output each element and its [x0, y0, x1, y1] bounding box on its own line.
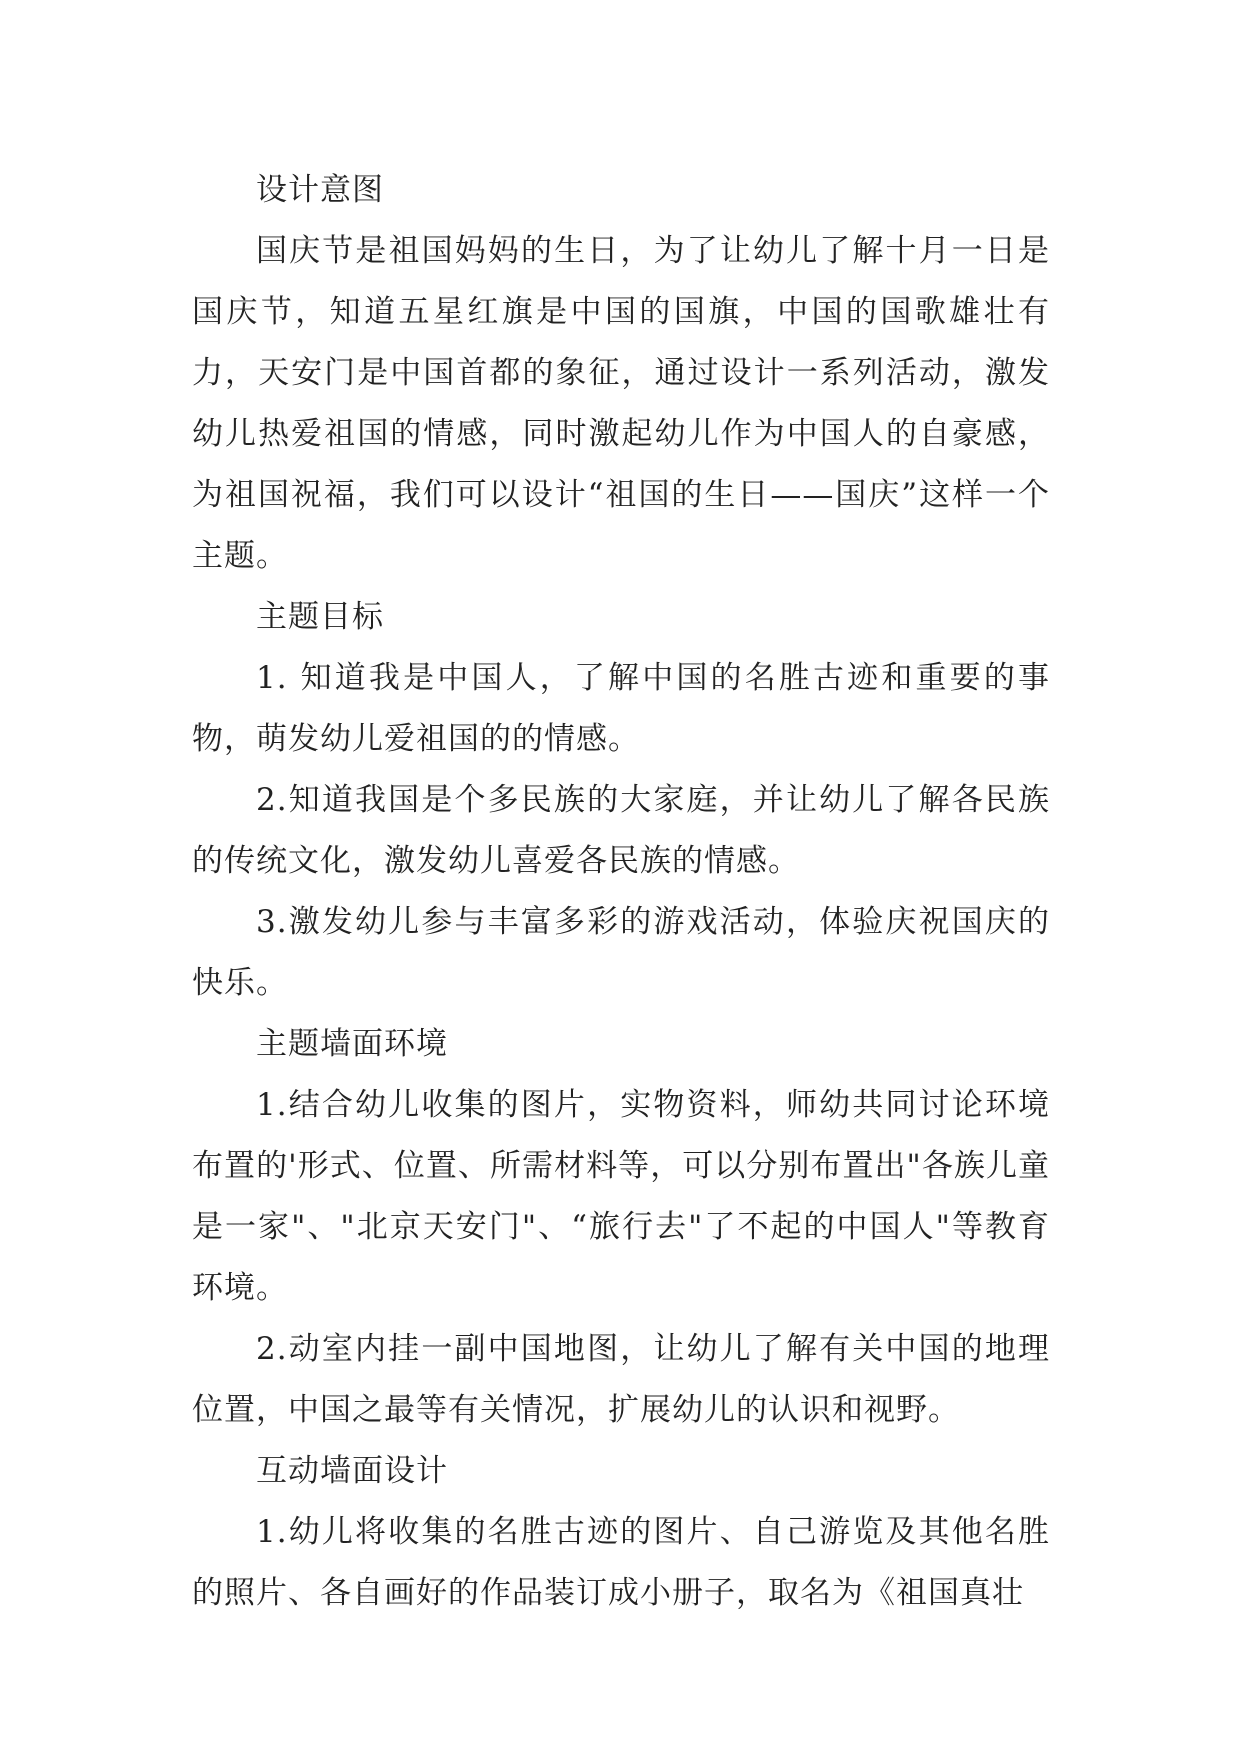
- paragraph-goal-3: 3.激发幼儿参与丰富多彩的游戏活动，体验庆祝国庆的快乐。: [192, 904, 1050, 1001]
- section-heading-theme-goals: 主题目标: [256, 599, 384, 635]
- paragraph-environment-1: 1.结合幼儿收集的图片，实物资料，师幼共同讨论环境布置的'形式、位置、所需材料等，可以分别布置出"各族儿童是一家"、"北京天安门"、“旅行去"了不起的中国人"等教育环境。: [192, 1087, 1050, 1306]
- paragraph-goal-1: 1. 知道我是中国人，了解中国的名胜古迹和重要的事物，萌发幼儿爱祖国的的情感。: [192, 660, 1050, 757]
- section-heading-interactive-wall: 互动墙面设计: [256, 1453, 448, 1489]
- section-heading-design-intent: 设计意图: [256, 172, 384, 208]
- paragraph-goal-2: 2.知道我国是个多民族的大家庭，并让幼儿了解各民族的传统文化，激发幼儿喜爱各民族的情感。: [192, 782, 1050, 879]
- paragraph-design-intent: 国庆节是祖国妈妈的生日，为了让幼儿了解十月一日是国庆节，知道五星红旗是中国的国旗，中国的国歌雄壮有力，天安门是中国首都的象征，通过设计一系列活动，激发幼儿热爱祖国的情感，同时激起幼儿作为中国人的自豪感，为祖国祝福，我们可以设计“祖国的生日——国庆”这样一个主题。: [192, 233, 1050, 574]
- document-body: [192, 160, 1050, 1624]
- paragraph-interactive-1: 1.幼儿将收集的名胜古迹的图片、自己游览及其他名胜的照片、各自画好的作品装订成小册子，取名为《祖国真壮: [192, 1514, 1050, 1611]
- paragraph-environment-2: 2.动室内挂一副中国地图，让幼儿了解有关中国的地理位置，中国之最等有关情况，扩展幼儿的认识和视野。: [192, 1331, 1050, 1428]
- section-heading-wall-environment: 主题墙面环境: [256, 1026, 448, 1062]
